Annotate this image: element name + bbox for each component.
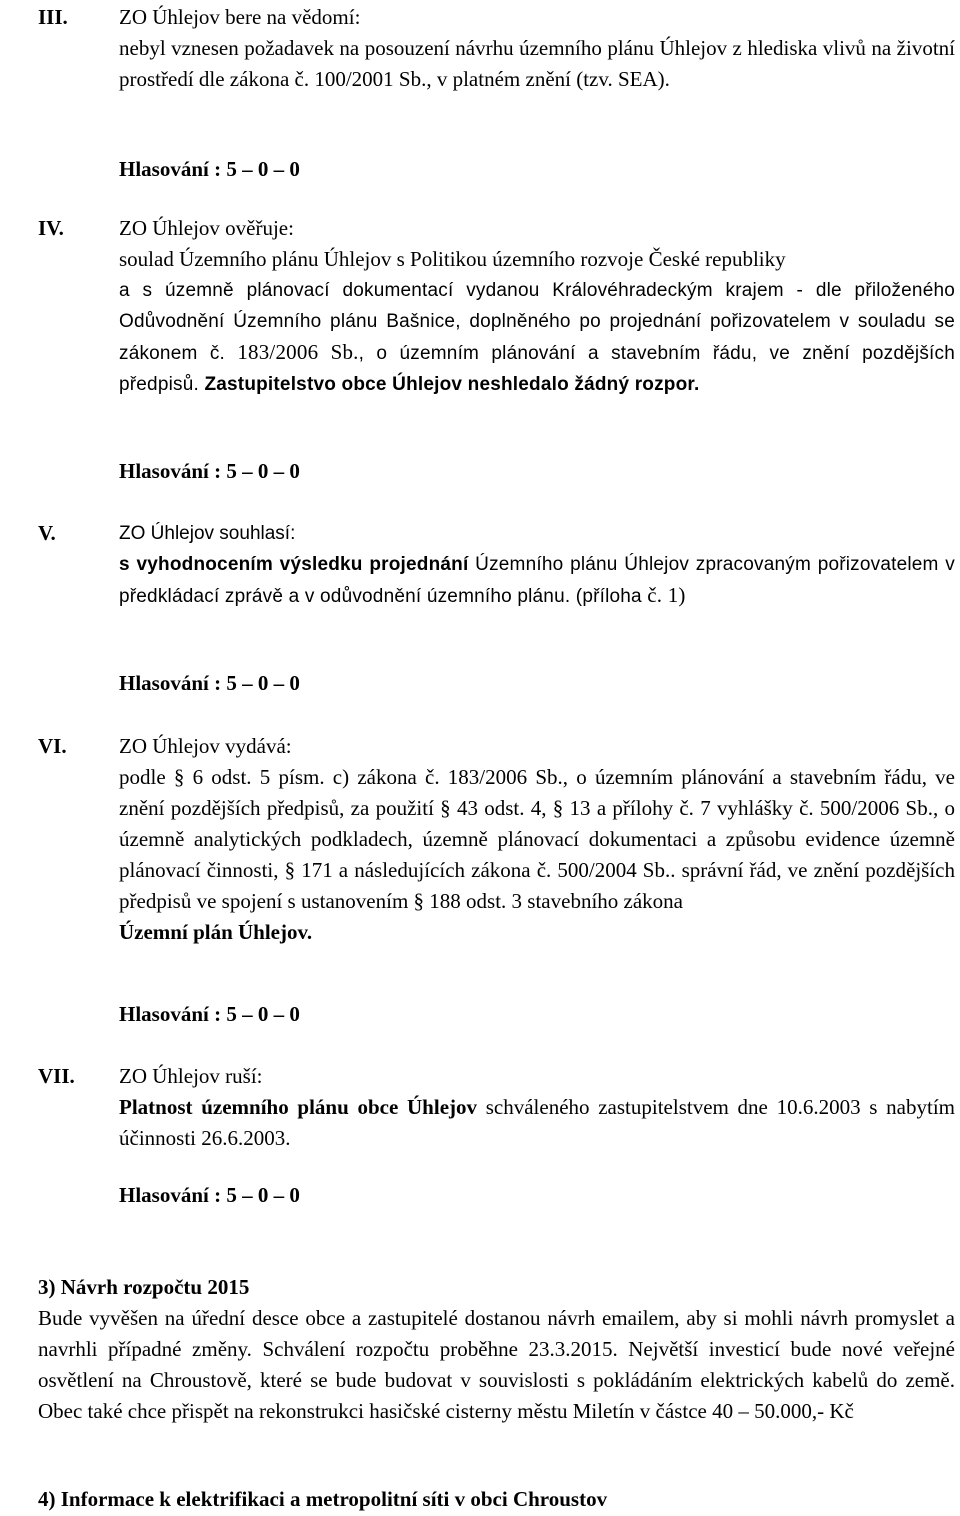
item-heading: ZO Úhlejov ruší: xyxy=(119,1064,263,1088)
item-text-bold: Zastupitelstvo obce Úhlejov neshledalo žádný rozpor. xyxy=(198,374,700,395)
item-numeral: V. xyxy=(38,521,56,545)
item-text-bold: s vyhodnocením výsledku projednání xyxy=(119,554,469,575)
vote-result: Hlasování : 5 – 0 – 0 xyxy=(119,671,300,695)
item-text-c: 183/2006 Sb. xyxy=(225,340,359,364)
item-heading: ZO Úhlejov souhlasí: xyxy=(119,523,296,544)
vote-result: Hlasování : 5 – 0 – 0 xyxy=(119,1183,300,1207)
item-body xyxy=(119,731,955,948)
item-text xyxy=(119,549,955,612)
section-title: 3) Návrh rozpočtu 2015 xyxy=(38,1275,250,1299)
item-text-b xyxy=(119,275,955,400)
item-text-bold: Územní plán Úhlejov. xyxy=(119,920,313,944)
section-electrification xyxy=(38,1484,955,1515)
item-text-end: č. 1) xyxy=(641,583,686,607)
item-text-a: soulad Územního plánu Úhlejov s Politikou územního rozvoje České republiky xyxy=(119,247,786,271)
item-body xyxy=(119,518,955,612)
item-text: podle § 6 odst. 5 písm. c) zákona č. 183/2006 Sb., o územním plánování a stavebním řádu, ve znění pozdějších předpisů, za použití § 43 odst. 4, § 13 a přílohy č. 7 vyhlášky č. 500/2006 Sb., o územně analytických podkladech, územně plánovací dokumentaci a způsobu evidence územně plánovací činnosti, § 171 a následujících zákona č. 500/2004 Sb.. správní řád, ve znění pozdějších předpisů ve spojení s ustanovením § 188 odst. 3 stavebního zákona xyxy=(119,765,955,913)
item-text: nebyl vznesen požadavek na posouzení návrhu územního plánu Úhlejov z hlediska vlivů na životní prostředí dle zákona č. 100/2001 Sb., v platném znění (tzv. SEA). xyxy=(119,36,955,91)
item-heading: ZO Úhlejov ověřuje: xyxy=(119,216,294,240)
item-text-b-main: a s územně plánovací dokumentací vydanou Královéhradeckým krajem - dle přiloženého Odůvodnění Územního plánu Bašnice, doplněného po projednání pořizovatelem v souladu se zákonem č. xyxy=(119,280,955,364)
item-heading: ZO Úhlejov bere na vědomí: xyxy=(119,5,361,29)
vote-result: Hlasování : 5 – 0 – 0 xyxy=(119,459,300,483)
item-text-rest: schváleného zastupitelstvem dne 10.6.2003 s nabytím účinnosti 26.6.2003. xyxy=(119,1095,955,1150)
item-body xyxy=(119,1061,955,1154)
item-numeral: VI. xyxy=(38,734,67,758)
item-numeral: VII. xyxy=(38,1064,75,1088)
item-text-bold: Platnost územního plánu obce Úhlejov xyxy=(119,1095,478,1119)
item-body xyxy=(119,213,955,400)
item-numeral: III. xyxy=(38,5,68,29)
section-text: Bude vyvěšen na úřední desce obce a zastupitelé dostanou návrh emailem, aby si mohli návrh promyslet a navrhli případné změny. Schválení rozpočtu proběhne 23.3.2015. Největší investicí bude nové veřejné osvětlení na Chroustově, které se bude budovat v souvislosti s pokládáním elektrických kabelů do země. Obec také chce přispět na rekonstrukci hasičské cisterny městu Miletín v částce 40 – 50.000,- Kč xyxy=(38,1306,955,1423)
vote-result: Hlasování : 5 – 0 – 0 xyxy=(119,157,300,181)
item-text-d: , o územním plánování a stavebním řádu, ve znění pozdějších předpisů. xyxy=(119,343,955,395)
item-numeral: IV. xyxy=(38,216,64,240)
item-text xyxy=(119,1092,955,1154)
item-text-sans: Územního plánu Úhlejov zpracovaným pořizovatelem v předkládací zprávě a v odůvodnění územního plánu. (příloha xyxy=(119,554,955,607)
vote-result: Hlasování : 5 – 0 – 0 xyxy=(119,1002,300,1026)
item-body xyxy=(119,2,955,95)
item-heading: ZO Úhlejov vydává: xyxy=(119,734,292,758)
section-budget xyxy=(38,1272,955,1427)
section-title: 4) Informace k elektrifikaci a metropolitní síti v obci Chroustov xyxy=(38,1487,608,1511)
